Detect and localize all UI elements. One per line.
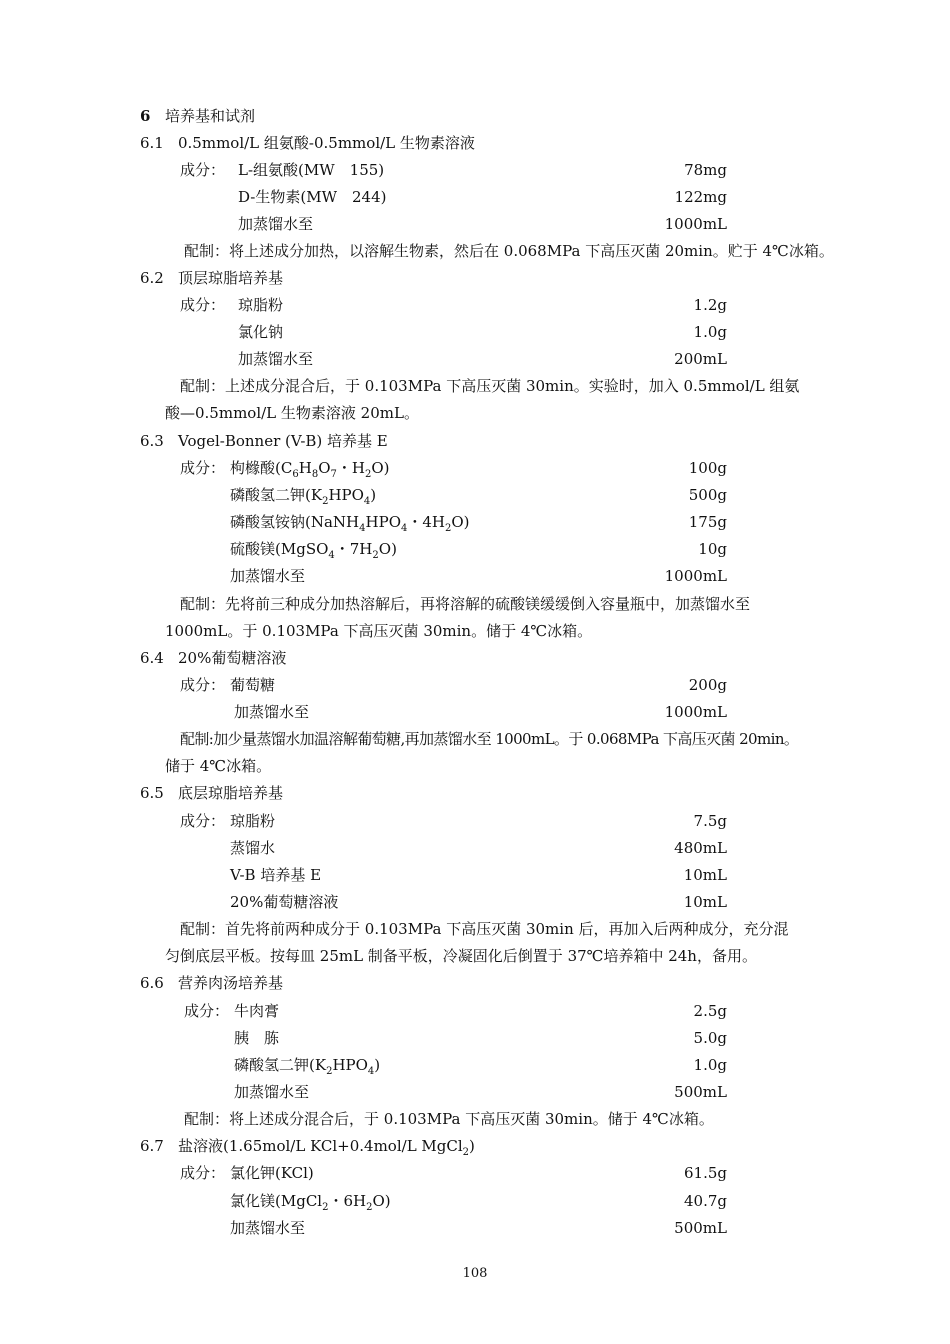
ingredients-label: 成分： xyxy=(180,161,226,179)
ingredient-amount: 500mL xyxy=(674,1219,727,1237)
ingredient-name: 枸橼酸($C_6H_8O_7$・$H_2O$) xyxy=(230,459,390,480)
ingredient-amount: 7.5g xyxy=(693,812,727,830)
ingredient-name: 牛肉膏 xyxy=(234,1002,280,1020)
ingredient-name: 琼脂粉 xyxy=(238,296,284,314)
ingredient-amount: 200g xyxy=(688,676,727,694)
section-6-2-title: 顶层琼脂培养基 xyxy=(178,269,284,287)
ingredient-name: 磷酸氢二钾$(K_2HPO_4)$ xyxy=(234,1056,381,1077)
ingredient-amount: 200mL xyxy=(674,350,727,368)
preparation-text: 酸—0.5mmol/L 生物素溶液 20mL。 xyxy=(165,404,419,422)
ingredient-amount: 10mL xyxy=(683,893,727,911)
ingredient-name: 硫酸镁(MgSO$_4$・$7H_2O$) xyxy=(230,540,397,561)
ingredient-amount: 1.2g xyxy=(693,296,727,314)
preparation-text: 配制：首先将前两种成分于 0.103MPa 下高压灭菌 30min 后，再加入后两种成分，充分混 xyxy=(180,920,789,938)
section-6-6-number: 6.6 xyxy=(140,974,164,992)
ingredient-amount: 500g xyxy=(688,486,727,504)
ingredient-amount: 10g xyxy=(698,540,727,558)
ingredient-amount: 2.5g xyxy=(693,1002,727,1020)
ingredients-label: 成分： xyxy=(180,676,226,694)
ingredients-label: 成分： xyxy=(180,812,226,830)
preparation-text: 配制：上述成分混合后，于 0.103MPa 下高压灭菌 30min。实验时，加入 0.5mmol/L 组氨 xyxy=(180,377,800,395)
ingredients-label: 成分： xyxy=(180,296,226,314)
page-number: 108 xyxy=(462,1266,488,1281)
section-6-5-number: 6.5 xyxy=(140,784,164,802)
ingredient-name: 葡萄糖 xyxy=(230,676,276,694)
ingredient-name: 加蒸馏水至 xyxy=(230,1219,306,1237)
ingredient-amount: 122mg xyxy=(674,188,727,206)
section-6-5-title: 底层琼脂培养基 xyxy=(178,784,284,802)
ingredient-name: 磷酸氢二钾$(K_2HPO_4)$ xyxy=(230,486,377,507)
ingredient-name: 加蒸馏水至 xyxy=(238,350,314,368)
ingredients-label: 成分： xyxy=(180,1164,226,1182)
section-6-title: 培养基和试剂 xyxy=(165,107,256,125)
ingredient-name: 氯化钾(KCl) xyxy=(230,1164,314,1182)
ingredient-amount: 175g xyxy=(688,513,727,531)
ingredient-amount: 500mL xyxy=(674,1083,727,1101)
ingredient-name: 琼脂粉 xyxy=(230,812,276,830)
section-6-1-number: 6.1 xyxy=(140,134,164,152)
ingredient-amount: 1.0g xyxy=(693,1056,727,1074)
ingredient-name: L-组氨酸(MW 155) xyxy=(238,161,385,179)
preparation-text: 配制：将上述成分混合后，于 0.103MPa 下高压灭菌 30min。储于 4℃冰箱。 xyxy=(184,1110,714,1128)
section-6-1-title: 0.5mmol/L 组氨酸-0.5mmol/L 生物素溶液 xyxy=(178,134,475,152)
ingredient-name: D-生物素(MW 244) xyxy=(238,188,387,206)
ingredient-name: 磷酸氢铵钠($NaNH_4HPO_4$・$4H_2O$) xyxy=(230,513,470,534)
preparation-text: 储于 4℃冰箱。 xyxy=(165,757,272,775)
preparation-text: 配制：先将前三种成分加热溶解后，再将溶解的硫酸镁缓缓倒入容量瓶中，加蒸馏水至 xyxy=(180,595,751,613)
section-6-3-title: Vogel-Bonner (V-B) 培养基 E xyxy=(178,432,388,450)
ingredient-amount: 100g xyxy=(688,459,727,477)
ingredient-name: 氯化镁(MgCl$_2$・$6H_2O$) xyxy=(230,1192,391,1213)
ingredient-amount: 1000mL xyxy=(664,703,727,721)
section-6-number: 6 xyxy=(140,107,151,125)
ingredient-name: 加蒸馏水至 xyxy=(230,567,306,585)
ingredient-amount: 1000mL xyxy=(664,567,727,585)
preparation-text: 配制:加少量蒸馏水加温溶解葡萄糖,再加蒸馏水至 1000mL。于 0.068MPa 下高压灭菌 20min。 xyxy=(180,730,799,748)
ingredient-amount: 5.0g xyxy=(693,1029,727,1047)
section-6-7-title: 盐溶液(1.65mol/L KCl+0.4mol/L MgCl$_2$) xyxy=(178,1137,475,1158)
ingredient-amount: 78mg xyxy=(684,161,727,179)
ingredient-name: V-B 培养基 E xyxy=(230,866,322,884)
ingredient-amount: 1000mL xyxy=(664,215,727,233)
ingredient-name: 20%葡萄糖溶液 xyxy=(230,893,339,911)
section-6-6-title: 营养肉汤培养基 xyxy=(178,974,284,992)
ingredient-amount: 61.5g xyxy=(683,1164,727,1182)
ingredients-label: 成分： xyxy=(184,1002,230,1020)
ingredient-amount: 40.7g xyxy=(683,1192,727,1210)
section-6-7-number: 6.7 xyxy=(140,1137,164,1155)
preparation-text: 匀倒底层平板。按每皿 25mL 制备平板，冷凝固化后倒置于 37℃培养箱中 24h，备用。 xyxy=(165,947,757,965)
ingredient-name: 加蒸馏水至 xyxy=(234,703,310,721)
ingredient-name: 蒸馏水 xyxy=(230,839,276,857)
ingredient-amount: 480mL xyxy=(674,839,727,857)
preparation-text: 1000mL。于 0.103MPa 下高压灭菌 30min。储于 4℃冰箱。 xyxy=(165,622,593,640)
section-6-3-number: 6.3 xyxy=(140,432,164,450)
ingredient-name: 加蒸馏水至 xyxy=(238,215,314,233)
ingredient-amount: 1.0g xyxy=(693,323,727,341)
section-6-2-number: 6.2 xyxy=(140,269,164,287)
section-6-4-number: 6.4 xyxy=(140,649,164,667)
ingredient-amount: 10mL xyxy=(683,866,727,884)
ingredient-name: 胰 胨 xyxy=(234,1029,280,1047)
ingredients-label: 成分： xyxy=(180,459,226,477)
ingredient-name: 加蒸馏水至 xyxy=(234,1083,310,1101)
ingredient-name: 氯化钠 xyxy=(238,323,284,341)
section-6-4-title: 20%葡萄糖溶液 xyxy=(178,649,287,667)
preparation-text: 配制：将上述成分加热，以溶解生物素，然后在 0.068MPa 下高压灭菌 20min。贮于 4℃冰箱。 xyxy=(184,242,834,260)
